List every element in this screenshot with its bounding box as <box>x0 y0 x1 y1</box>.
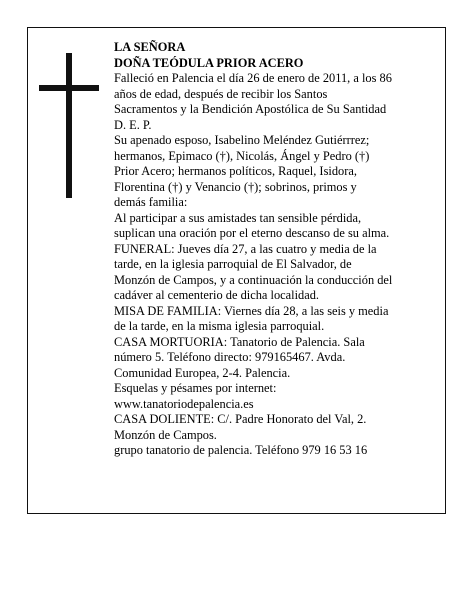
cross-vertical-bar <box>66 53 72 198</box>
body-line: FUNERAL: Jueves día 27, a las cuatro y media de la <box>114 241 377 256</box>
body-line: de la tarde, en la misma iglesia parroquial. <box>114 319 325 333</box>
body-line: demás familia: <box>114 195 188 209</box>
body-line: CASA DOLIENTE: C/. Padre Honorato del Val, 2. <box>114 412 367 426</box>
body-line: tarde, en la iglesia parroquial de El Salvador, de <box>114 257 352 271</box>
body-line: MISA DE FAMILIA: Viernes día 28, a las seis y media <box>114 303 389 318</box>
deceased-name: DOÑA TEÓDULA PRIOR ACERO <box>114 55 304 70</box>
cross-horizontal-bar <box>39 85 99 91</box>
body-line: Sacramentos y la Bendición Apostólica de Su Santidad <box>114 102 387 116</box>
body-line: número 5. Teléfono directo: 979165467. Avda. <box>114 350 346 364</box>
body-line: Monzón de Campos. <box>114 427 217 442</box>
body-line: grupo tanatorio de palencia. Teléfono 979 16 53 16 <box>114 443 368 457</box>
body-line: Prior Acero; hermanos políticos, Raquel, Isidora, <box>114 164 357 178</box>
body-line: cadáver al cementerio de dicha localidad. <box>114 288 320 302</box>
body-line: Su apenado esposo, Isabelino Meléndez Gutiérrrez; <box>114 133 370 147</box>
body-line: hermanos, Epimaco (†), Nicolás, Ángel y Pedro (†) <box>114 148 370 163</box>
website-line: www.tanatoriodepalencia.es <box>114 396 254 411</box>
body-line: suplican una oración por el eterno descanso de su alma. <box>114 226 390 240</box>
body-line: Comunidad Europea, 2-4. Palencia. <box>114 365 291 380</box>
body-line: años de edad, después de recibir los Santos <box>114 86 328 101</box>
obituary-text <box>114 40 436 459</box>
body-line: Al participar a sus amistades tan sensible pérdida, <box>114 210 362 225</box>
body-line: Florentina (†) y Venancio (†); sobrinos, primos y <box>114 179 357 194</box>
body-line: CASA MORTUORIA: Tanatorio de Palencia. Sala <box>114 334 365 349</box>
body-line: Falleció en Palencia el día 26 de enero de 2011, a los 86 <box>114 71 392 85</box>
body-line: Monzón de Campos, y a continuación la conducción del <box>114 272 393 287</box>
body-line: Esquelas y pésames por internet: <box>114 381 277 395</box>
title-line: LA SEÑORA <box>114 40 186 54</box>
body-line: D. E. P. <box>114 117 152 132</box>
